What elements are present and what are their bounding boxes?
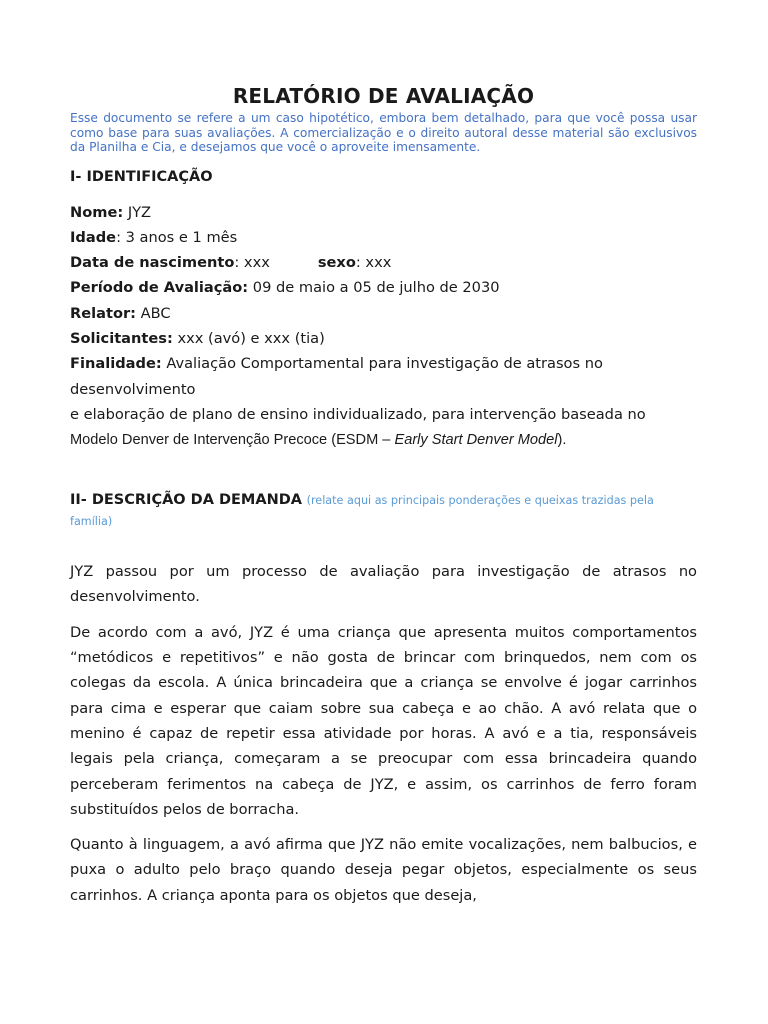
field-relator-label: Relator: [70, 304, 137, 322]
field-nome-value: JYZ [123, 203, 152, 221]
field-finalidade-continuation: desenvolvimento [70, 380, 196, 398]
field-periodo-value: 09 de maio a 05 de julho de 2030 [248, 279, 500, 297]
field-idade-label: Idade [70, 228, 117, 246]
paragraph-3: Quanto à linguagem, a avó afirma que JYZ não emite vocalizações, nem balbucios, e puxa o adulto pelo braço quando deseja pegar objetos, especialmente os seus carrinhos. A criança aponta para os objetos que deseja, [70, 836, 697, 904]
field-nascimento-label: Data de nascimento [70, 254, 235, 272]
field-sexo-value: : xxx [355, 254, 392, 272]
esdm-italic: Early Start Denver Model [394, 432, 558, 449]
field-nascimento [70, 250, 697, 275]
field-sexo [318, 250, 392, 275]
field-finalidade-label: Finalidade: [70, 355, 162, 373]
section-demanda-heading [70, 490, 697, 532]
esdm-text-start: Modelo Denver de Intervenção Precoce (ESDM – [70, 432, 395, 449]
field-periodo-label: Período de Avaliação: [70, 279, 249, 297]
field-finalidade-esdm [70, 427, 697, 454]
field-sexo-label: sexo [317, 254, 356, 272]
paragraph-1: JYZ passou por um processo de avaliação para investigação de atrasos no desenvolvimento. [70, 563, 697, 606]
esdm-text-end: ). [557, 432, 567, 449]
field-idade-value: : 3 anos e 1 mês [116, 228, 238, 246]
field-solicitantes-label: Solicitantes: [70, 329, 173, 347]
identification-fields [70, 200, 697, 455]
field-nome-label: Nome: [70, 203, 124, 221]
field-idade [70, 225, 697, 250]
paragraph-2: De acordo com a avó, JYZ é uma criança que apresenta muitos comportamentos “metódicos e repetitivos” e não gosta de brincar com brinquedos, nem com os colegas da escola. A única brincadeira que a criança se envolve é jogar carrinhos para cima e esperar que caiam sobre sua cabeça e ao chão. A avó relata que o menino é capaz de repetir essa atividade por horas. A avó e a tia, responsáveis legais pela criança, começaram a se preocupar com essa brincadeira quando perceberam ferimentos na cabeça de JYZ, e assim, os carrinhos de ferro foram substituídos pelos de borracha. [70, 623, 697, 818]
field-finalidade [70, 351, 697, 376]
field-relator [70, 301, 697, 326]
document-title: RELATÓRIO DE AVALIAÇÃO [232, 84, 535, 108]
section-identificacao-heading: I- IDENTIFICAÇÃO [70, 168, 213, 185]
document-page [70, 84, 697, 908]
field-relator-value: ABC [136, 304, 171, 322]
field-solicitantes-value: xxx (avó) e xxx (tia) [172, 329, 325, 347]
intro-note: Esse documento se refere a um caso hipotético, embora bem detalhado, para que você possa usar como base para suas avaliações. A comercialização e o direito autoral desse material são exclusivos da Planilha e Cia, e desejamos que você o aproveite imensamente. [70, 111, 697, 154]
field-solicitantes [70, 326, 697, 351]
field-finalidade-value: Avaliação Comportamental para investigação de atrasos no [161, 355, 603, 373]
field-periodo [70, 275, 697, 300]
field-nascimento-value: : xxx [234, 254, 270, 272]
field-nome [70, 200, 697, 225]
section-demanda-title: II- DESCRIÇÃO DA DEMANDA [70, 492, 302, 509]
section-demanda-note: (relate aqui as principais ponderações e queixas trazidas pela família) [70, 494, 654, 529]
field-finalidade-continuation-2: e elaboração de plano de ensino individualizado, para intervenção baseada no [70, 405, 646, 423]
